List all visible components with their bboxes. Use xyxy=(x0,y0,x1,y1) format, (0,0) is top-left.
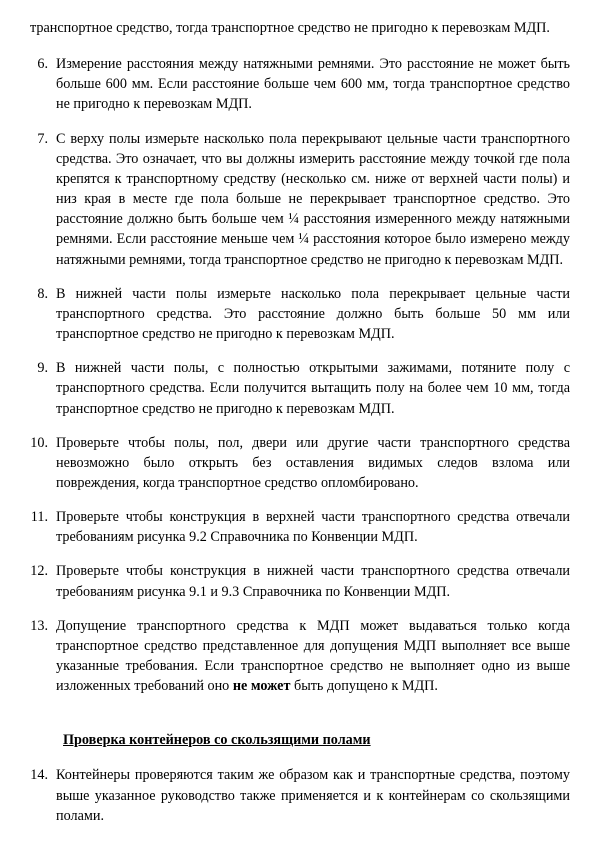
list-item-text: В нижней части полы измерьте насколько пола перекрывает цельные части транспортного средства. Это расстояние должно быть больше 50 мм или транспортное средство не пригодно к перевозкам МДП. xyxy=(56,285,570,343)
list-item-number: 12. xyxy=(30,563,48,580)
list-item-number: 13. xyxy=(30,617,48,634)
list-item xyxy=(30,765,570,825)
item13-text-after: быть допущено к МДП. xyxy=(290,678,438,695)
list-item-text: Проверьте чтобы полы, пол, двери или другие части транспортного средства невозможно было открыть без оставления видимых следов взлома или повреждения, когда транспортное средство опломбировано. xyxy=(56,434,570,491)
list-item xyxy=(30,507,570,547)
section-heading-wrapper xyxy=(63,710,570,765)
list-item-text: С верху полы измерьте насколько пола перекрывают цельные части транспортного средства. Это означает, что вы должны измерить расстояние между точкой где пола крепятся к транспортному средству (несколько см. ниже от верхней части полы) и низ края в месте где пола больше не перекрывает транспортное средство. Это расстояние должно быть больше чем ¼ расстояния измеренного между натяжными ремнями. Если расстояние меньше чем ¼ расстояния которое было измерено между натяжными ремнями, тогда транспортное средство не пригодно к перевозкам МДП. xyxy=(56,130,570,268)
list-item-text: Контейнеры проверяются таким же образом как и транспортные средства, поэтому выше указанное руководство также применяется и к контейнерам со скользящими полами. xyxy=(56,767,570,824)
section-heading: Проверка контейнеров со скользящими полами xyxy=(63,732,371,749)
list-item-text: Измерение расстояния между натяжными ремнями. Это расстояние не может быть больше 600 мм. Если расстояние больше чем 600 мм, тогда транспортное средство не пригодно к перевозкам МДП. xyxy=(56,56,570,113)
list-item xyxy=(30,129,570,270)
list-item xyxy=(30,561,570,601)
list-item xyxy=(30,433,570,493)
list-item-text: Проверьте чтобы конструкция в нижней части транспортного средства отвечали требованиям рисунка 9.1 и 9.3 Справочника по Конвенции МДП. xyxy=(56,563,570,600)
list-item-number: 14. xyxy=(30,767,48,784)
list-item-number: 9. xyxy=(37,360,48,377)
list-item-number: 7. xyxy=(37,130,48,147)
list-item xyxy=(30,358,570,418)
list-item-number: 10. xyxy=(30,434,48,451)
list-item xyxy=(30,54,570,114)
continuation-paragraph: транспортное средство, тогда транспортное средство не пригодно к перевозкам МДП. xyxy=(30,20,550,36)
list-item xyxy=(30,284,570,344)
item13-text-before: Допущение транспортного средства к МДП может выдаваться только когда транспортное средство представленное для допущения МДП выполняет все выше указанные требования. Если транспортное средство не выполняет одно из выше изложенных требований оно xyxy=(56,617,570,695)
list-item-text: В нижней части полы, с полностью открытыми зажимами, потяните полу с транспортного средства. Если получится вытащить полу на более чем 10 мм, тогда транспортное средство не пригодно к перевозкам МДП. xyxy=(56,360,570,417)
list-item-text: Проверьте чтобы конструкция в верхней части транспортного средства отвечали требованиям рисунка 9.2 Справочника по Конвенции МДП. xyxy=(56,509,570,546)
list-item-number: 6. xyxy=(37,56,48,73)
list-item-number: 11. xyxy=(30,509,48,526)
list-item-13 xyxy=(30,616,570,697)
item13-bold-phrase: не может xyxy=(232,678,291,695)
list-item-text xyxy=(56,616,570,697)
list-item-number: 8. xyxy=(37,285,48,302)
